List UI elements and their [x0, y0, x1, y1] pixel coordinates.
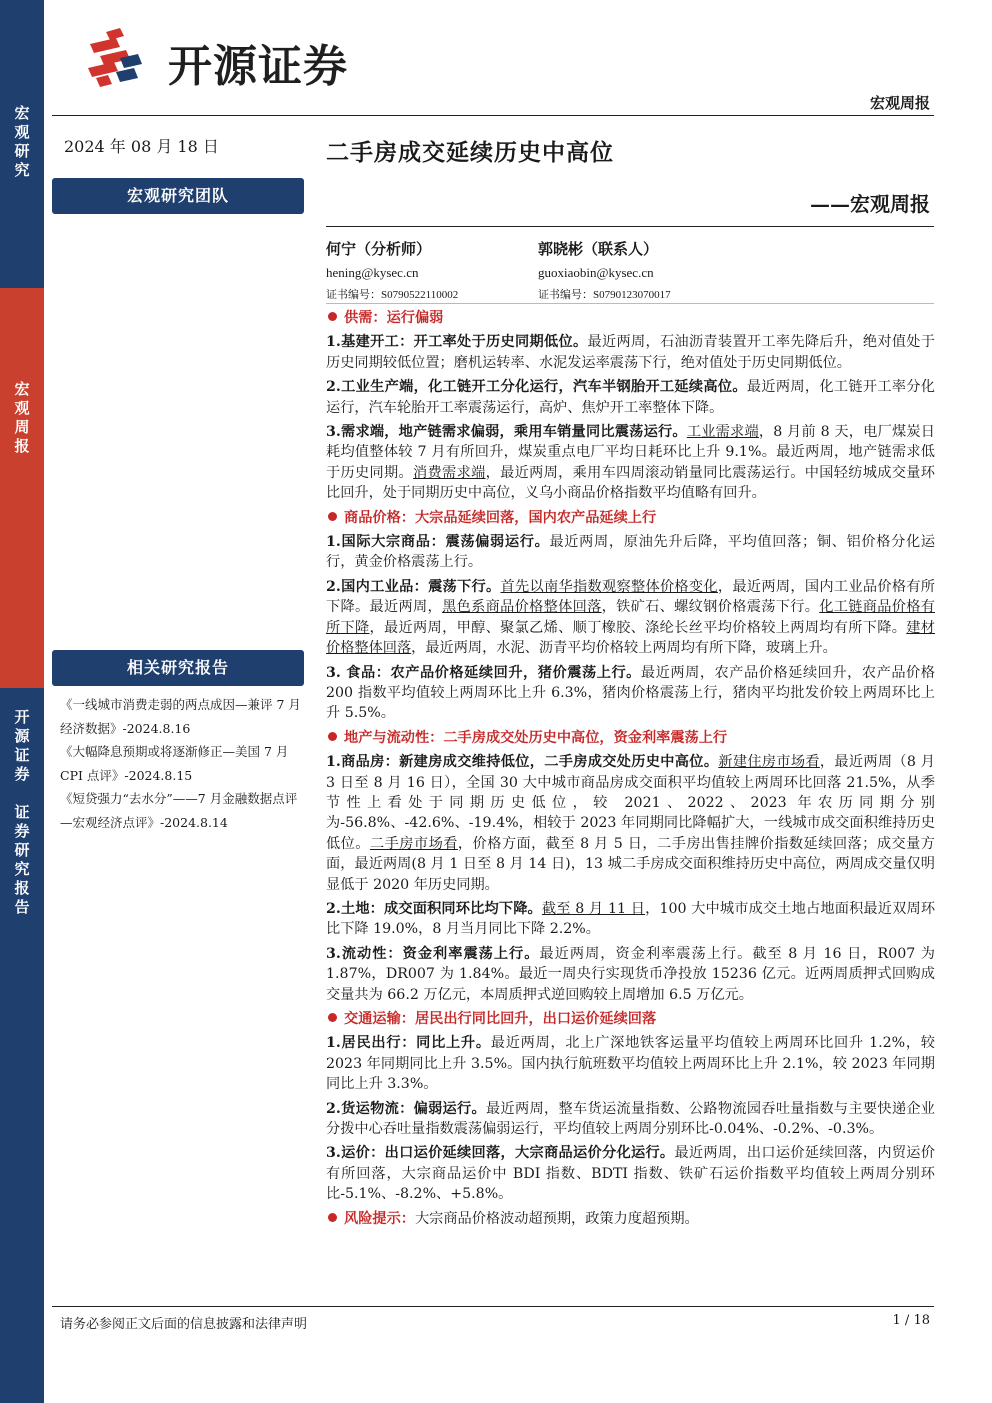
footer-divider	[52, 1306, 934, 1307]
paragraph: 1.基建开工：开工率处于历史同期低位。最近两周，石油沥青装置开工率先降后升，绝对值处于历史同期较低位置；磨机运转率、水泥发运率震荡下行，绝对值处于历史同期低位。	[326, 334, 935, 371]
paragraph: 3.运价：出口运价延续回落，大宗商品运价分化运行。最近两周，出口运价延续回落，内贸运价有所回落，大宗商品运价中 BDI 指数、BDTI 指数、铁矿石运价指数平均值较上两周分别环比-5.1%、-8.2%、+5.8%。	[326, 1145, 935, 1203]
brand-logo	[86, 28, 386, 92]
bullet-icon	[328, 512, 337, 521]
logo-mark-icon	[86, 28, 166, 88]
page-number: 1 / 18	[892, 1313, 930, 1328]
paragraph: 2.货运物流：偏弱运行。最近两周，整车货运流量指数、公路物流园吞吐量指数与主要快递企业分拨中心吞吐量指数震荡偏弱运行，平均值较上两周分别环比-0.04%、-0.2%、-0.3%。	[326, 1100, 935, 1138]
paragraph: 1.商品房：新建房成交维持低位，二手房成交处历史中高位。新建住房市场看，最近两周（8 月 3 日至 8 月 16 日），全国 30 大中城市商品房成交面积平均值较上两周环比回落 21.5%，从季节性上看处于同期历史低位，较 2021、2022、2023 年农历同期分别为-56.8%、-42.6%、-19.4%，相较于 2023 年同期同比降幅扩大，一线城市成交面积维持历史低位。二手房市场看，价格方面，截至 8 月 5 日，二手房出售挂牌价指数延续回落；成交量方面，最近两周(8 月 1 日至 8 月 14 日)，13 城二手房成交面积维持历史中高位，两周成交量仅明显低于 2020 年历史同期。	[326, 754, 935, 893]
paragraph: 2.工业生产端，化工链开工分化运行，汽车半钢胎开工延续高位。最近两周，化工链开工率分化运行，汽车轮胎开工率震荡运行，高炉、焦炉开工率整体下降。	[326, 379, 935, 416]
section-heading: 供需：运行偏弱	[326, 308, 935, 328]
strip-label-middle: 宏 观 周 报	[14, 380, 30, 455]
author-cert: 证书编号：S0790123070017	[538, 289, 671, 301]
strip-segment-middle	[0, 288, 44, 688]
related-report-item[interactable]: 《大幅降息预期或将逐渐修正—美国 7 月 CPI 点评》-2024.8.15	[60, 744, 289, 783]
left-color-strip	[0, 0, 44, 1403]
section-heading: 商品价格：大宗品延续回落，国内农产品延续上行	[326, 508, 935, 528]
author-name: 何宁（分析师）	[326, 240, 432, 258]
bullet-icon	[328, 312, 337, 321]
author-1	[326, 238, 458, 302]
report-body	[326, 306, 935, 1229]
section-heading: 交通运输：居民出行同比回升，出口运价延续回落	[326, 1009, 935, 1029]
author-2	[538, 238, 671, 302]
bullet-icon	[328, 732, 337, 741]
author-email[interactable]: guoxiaobin@kysec.cn	[538, 265, 654, 280]
brand-name: 开源证券	[168, 41, 348, 92]
paragraph: 1.国际大宗商品：震荡偏弱运行。最近两周，原油先升后降，平均值回落；铜、铝价格分化运行，黄金价格震荡上行。	[326, 534, 936, 571]
paragraph: 1.居民出行：同比上升。最近两周，北上广深地铁客运量平均值较上两周环比回升 1.2%，较 2023 年同期同比上升 3.5%。国内执行航班数平均值较上两周环比上升 2.1%，较 2023 年同期同比上升 3.3%。	[326, 1035, 935, 1093]
strip-label-bottom: 开 源 证 券 证 券 研 究 报 告	[14, 708, 30, 916]
header-divider	[52, 115, 934, 116]
page-subtitle: ——宏观周报	[810, 192, 930, 216]
title-divider	[326, 226, 934, 227]
report-type-label: 宏观周报	[869, 94, 930, 112]
related-header: 相关研究报告	[52, 650, 304, 686]
author-divider	[326, 303, 934, 304]
author-cert: 证书编号：S0790522110002	[326, 289, 459, 301]
paragraph: 3.需求端，地产链需求偏弱，乘用车销量同比震荡运行。工业需求端，8 月前 8 天，电厂煤炭日耗均值整体较 7 月有所回升，煤炭重点电厂平均日耗环比上升 9.1%。最近两周，地产链需求低于历史同期。消费需求端，最近两周，乘用车四周滚动销量同比震荡运行。中国轻纺城成交量环比回升，处于同期历史中高位，义乌小商品价格指数平均值略有回升。	[326, 424, 935, 502]
bullet-icon	[328, 1013, 337, 1022]
strip-label-top: 宏 观 研 究	[14, 104, 30, 179]
related-report-list	[60, 693, 304, 835]
team-header: 宏观研究团队	[52, 178, 304, 214]
section-heading: 地产与流动性：二手房成交处历史中高位，资金利率震荡上行	[326, 728, 935, 748]
author-email[interactable]: hening@kysec.cn	[326, 265, 419, 280]
report-date: 2024 年 08 月 18 日	[64, 137, 219, 156]
paragraph: 3. 食品：农产品价格延续回升，猪价震荡上行。最近两周，农产品价格延续回升，农产品价格 200 指数平均值较上两周环比上升 6.3%，猪肉价格震荡上行，猪肉平均批发价较上两周环比上升 5.5%。	[326, 664, 935, 722]
related-report-item[interactable]: 《一线城市消费走弱的两点成因—兼评 7 月经济数据》-2024.8.16	[60, 697, 301, 736]
bullet-icon	[328, 1213, 337, 1222]
author-name: 郭晓彬（联系人）	[538, 240, 659, 258]
paragraph: 2.土地：成交面积同环比均下降。截至 8 月 11 日，100 大中城市成交土地占地面积最近双周环比下降 19.0%，8 月当月同比下降 2.2%。	[326, 900, 936, 938]
paragraph: 3.流动性：资金利率震荡上行。最近两周，资金利率震荡上行。截至 8 月 16 日，R007 为 1.87%，DR007 为 1.84%。最近一周央行实现货币净投放 15236 亿元。近两周质押式回购成交量共为 66.2 万亿元，本周质押式逆回购较上周增加 6.5 万亿元。	[326, 945, 935, 1003]
footer-disclaimer: 请务必参阅正文后面的信息披露和法律声明	[60, 1317, 308, 1332]
risk-warning: 风险提示：大宗商品价格波动超预期，政策力度超预期。	[326, 1209, 935, 1229]
page-title: 二手房成交延续历史中高位	[326, 139, 614, 166]
related-report-item[interactable]: 《短贷强力“去水分”——7 月金融数据点评—宏观经济点评》-2024.8.14	[60, 791, 298, 830]
paragraph: 2.国内工业品：震荡下行。首先以南华指数观察整体价格变化，最近两周，国内工业品价格有所下降。最近两周，黑色系商品价格整体回落，铁矿石、螺纹钢价格震荡下行。化工链商品价格有所下降，最近两周，甲醇、聚氯乙烯、顺丁橡胶、涤纶长丝平均价格较上两周均有所下降。建材价格整体回落，最近两周，水泥、沥青平均价格较上两周均有所下降，玻璃上升。	[326, 578, 935, 657]
